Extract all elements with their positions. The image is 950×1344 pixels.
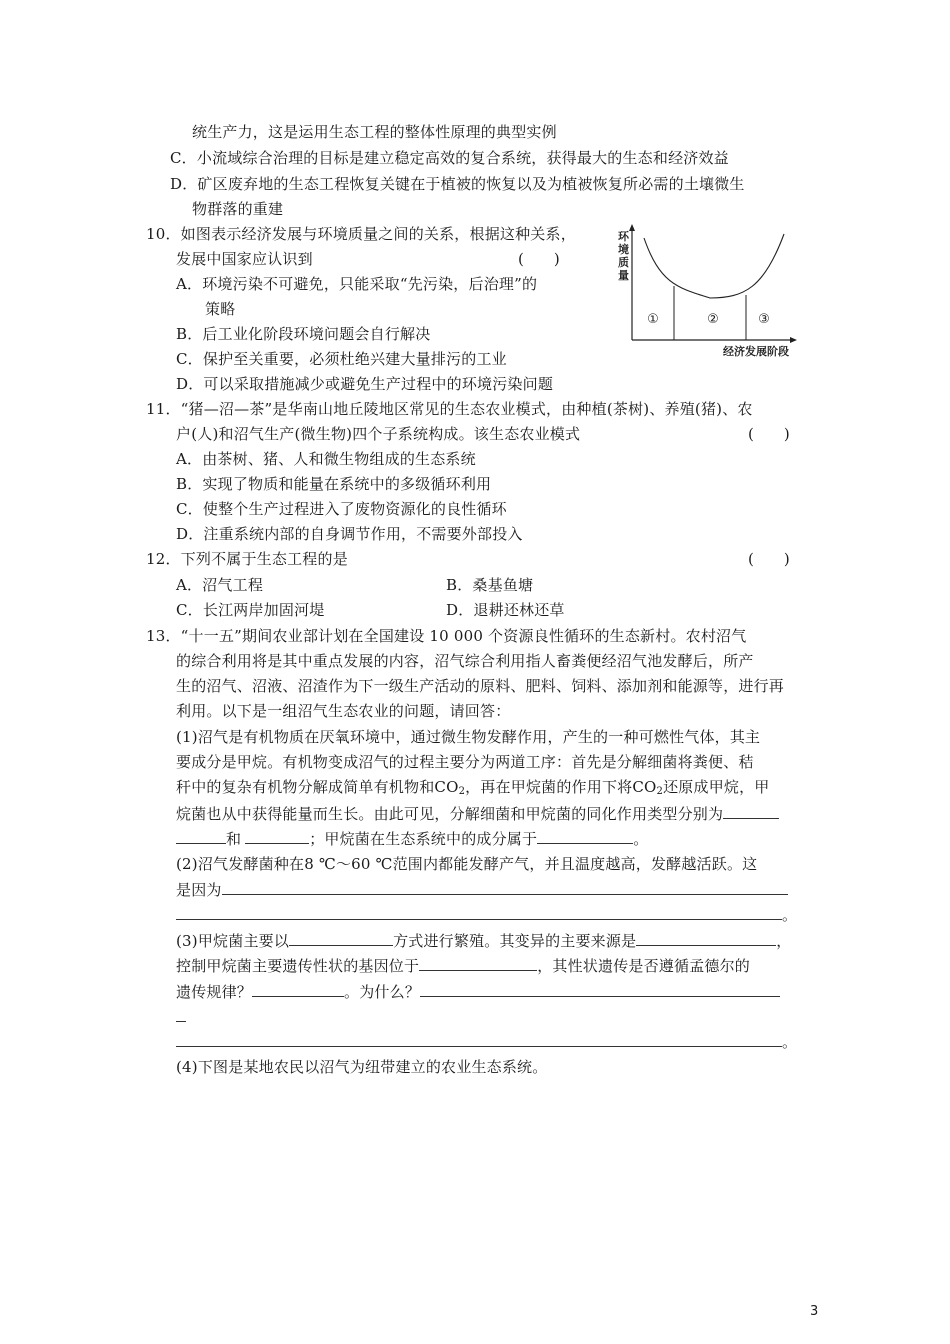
part-3-text: 。 (176, 1031, 797, 1052)
question-12-option-d: D．退耕还林还草 (446, 601, 565, 619)
question-10-stem-cont: 发展中国家应认识到 (176, 250, 313, 268)
option-c: C．小流域综合治理的目标是建立稳定高效的复合系统，获得最大的生态和经济效益 (170, 149, 729, 167)
option-d: D．矿区废弃地的生态工程恢复关键在于植被的恢复以及为植被恢复所必需的土壤微生 (170, 175, 745, 193)
answer-blank[interactable] (176, 1031, 782, 1047)
question-11-option-a: A．由茶树、猪、人和微生物组成的生态系统 (176, 450, 476, 468)
answer-blank[interactable] (252, 981, 344, 997)
question-10-option-b: B．后工业化阶段环境问题会自行解决 (176, 325, 431, 343)
economy-environment-chart (612, 222, 822, 362)
question-11-option-d: D．注重系统内部的自身调节作用，不需要外部投入 (176, 525, 523, 543)
answer-bracket: ( ) (748, 550, 790, 568)
y-axis-arrow (629, 224, 635, 231)
text-line: 统生产力，这是运用生态工程的整体性原理的典型实例 (192, 123, 557, 141)
answer-blank[interactable] (636, 930, 776, 946)
part-1-text: 秆中的复杂有机物分解成简单有机物和$CO_2$，再在甲烷菌的作用下将$CO_2$还原成甲烷，甲 (176, 778, 770, 797)
y-axis-label (618, 229, 630, 282)
answer-blank[interactable] (176, 1006, 186, 1022)
question-13-stem-cont: 利用。以下是一组沼气生态农业的问题，请回答： (176, 702, 511, 720)
part-2-text: (2)沼气发酵菌种在8 ℃～60 ℃范围内都能发酵产气，并且温度越高，发酵越活跃。这 (176, 855, 758, 873)
part-1-text: (1)沼气是有机物质在厌氧环境中，通过微生物发酵作用，产生的一种可燃性气体，其主 (176, 728, 761, 746)
question-10-option-a: A．环境污染不可避免，只能采取“先污染，后治理”的 (176, 275, 538, 293)
question-12-stem: 12．下列不属于生态工程的是 (146, 550, 348, 568)
text-line: 物群落的重建 (192, 200, 284, 218)
answer-blank[interactable] (245, 828, 309, 844)
question-10-option-d: D．可以采取措施减少或避免生产过程中的环境污染问题 (176, 375, 554, 393)
question-10-option-a-cont: 策略 (205, 300, 236, 318)
question-11-stem: 11．“猪—沼—茶”是华南山地丘陵地区常见的生态农业模式，由种植(茶树)、养殖(猪)、农 (146, 400, 753, 418)
stage-label-2: ② (707, 312, 719, 327)
question-10-stem: 10．如图表示经济发展与环境质量之间的关系，根据这种关系， (146, 225, 576, 243)
part-1-text: 要成分是甲烷。有机物变成沼气的过程主要分为两道工序：首先是分解细菌将粪便、秸 (176, 753, 754, 771)
question-13-stem: 13．“十一五”期间农业部计划在全国建设 10 000 个资源良性循环的生态新村。农村沼气 (146, 627, 747, 645)
environment-quality-curve (644, 234, 784, 298)
answer-bracket: ( ) (518, 250, 560, 268)
question-10-option-c: C．保护至关重要，必须杜绝兴建大量排污的工业 (176, 350, 507, 368)
question-12-option-a: A．沼气工程 (176, 576, 264, 594)
answer-blank[interactable] (723, 803, 779, 819)
question-11-option-c: C．使整个生产过程进入了废物资源化的良性循环 (176, 500, 507, 518)
question-12-option-c: C．长江两岸加固河堤 (176, 601, 325, 619)
answer-blank[interactable] (420, 981, 780, 997)
question-13-stem-cont: 的综合利用将是其中重点发展的内容，沼气综合利用指人畜粪便经沼气池发酵后，所产 (176, 652, 754, 670)
question-12-option-b: B．桑基鱼塘 (446, 576, 534, 594)
svg-text:环境质量: 环境质量 (618, 230, 629, 282)
answer-blank[interactable] (419, 955, 537, 971)
part-3-text (176, 1006, 186, 1027)
answer-blank[interactable] (222, 879, 788, 895)
x-axis-arrow (790, 337, 797, 343)
part-4-text: (4)下图是某地农民以沼气为纽带建立的农业生态系统。 (176, 1058, 548, 1076)
x-axis-label: 经济发展阶段 (723, 345, 789, 358)
part-1-text: 和 ；甲烷菌在生态系统中的成分属于 。 (176, 828, 648, 849)
stage-label-3: ③ (758, 312, 770, 327)
part-1-text: 烷菌也从中获得能量而生长。由此可见，分解细菌和甲烷菌的同化作用类型分别为 (176, 803, 779, 824)
stage-label-1: ① (647, 312, 659, 327)
part-3-text: 控制甲烷菌主要遗传性状的基因位于 ，其性状遗传是否遵循孟德尔的 (176, 957, 751, 975)
answer-blank[interactable] (289, 930, 393, 946)
question-13-stem-cont: 生的沼气、沼液、沼渣作为下一级生产活动的原料、肥料、饲料、添加剂和能源等，进行再 (176, 677, 785, 695)
part-2-text: 是因为 (176, 879, 788, 900)
part-3-text: 遗传规律？ 。为什么？ (176, 981, 780, 1002)
question-11-stem-cont: 户(人)和沼气生产(微生物)四个子系统构成。该生态农业模式 (176, 425, 581, 443)
answer-blank[interactable] (176, 904, 782, 920)
question-11-option-b: B．实现了物质和能量在系统中的多级循环利用 (176, 475, 492, 493)
answer-bracket: ( ) (748, 425, 790, 443)
answer-blank[interactable] (176, 828, 226, 844)
answer-blank[interactable] (537, 828, 633, 844)
part-3-text: (3)甲烷菌主要以 方式进行繁殖。其变异的主要来源是 ， (176, 932, 792, 950)
page-number: 3 (810, 1304, 819, 1319)
part-2-text: 。 (176, 904, 797, 925)
